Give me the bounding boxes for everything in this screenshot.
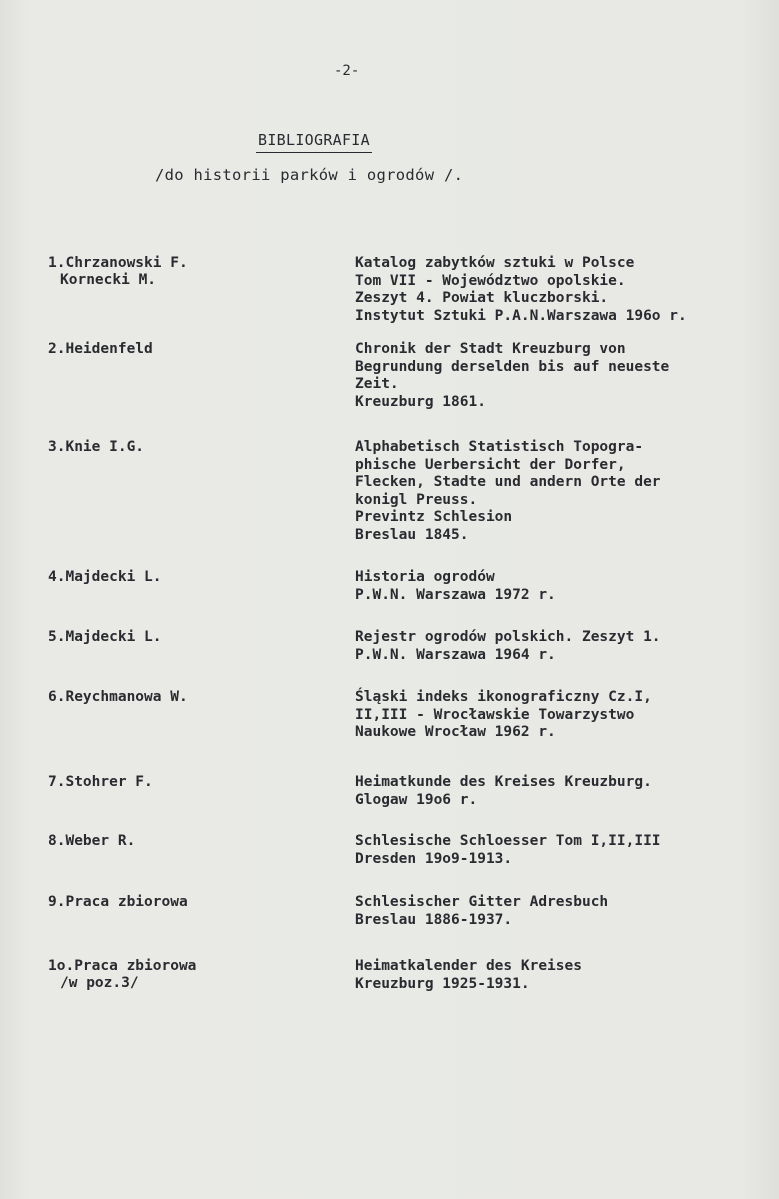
work-line: Tom VII - Województwo opolskie. <box>355 272 626 289</box>
work-line: Naukowe Wrocław 1962 r. <box>355 724 556 740</box>
work-line: phische Uerbersicht der Dorfer, <box>355 456 626 473</box>
work-line: Flecken, Stadte und andern Orte der <box>355 474 661 490</box>
work-line: Heimatkalender des Kreises <box>355 958 582 974</box>
entry-work <box>355 341 775 411</box>
work-line: Śląski indeks ikonograficzny Cz.I, <box>355 689 652 705</box>
work-line: II,III - Wrocławskie Towarzystwo <box>355 706 635 723</box>
work-line: Heimatkunde des Kreises Kreuzburg. <box>355 774 652 790</box>
work-line: Glogaw 19o6 r. <box>355 791 478 808</box>
author-line: 3.Knie I.G. <box>48 439 145 455</box>
entry-work <box>355 958 775 993</box>
entry-author <box>48 958 318 992</box>
bibliography-title: BIBLIOGRAFIA <box>256 131 372 153</box>
author-line: 1o.Praca zbiorowa <box>48 958 197 974</box>
entry-author <box>48 689 318 706</box>
entry-author <box>48 569 318 586</box>
work-line: Dresden 19o9-1913. <box>355 850 513 867</box>
author-line: 6.Reychmanowa W. <box>48 689 188 705</box>
entry-author <box>48 629 318 646</box>
author-line: 5.Majdecki L. <box>48 629 162 645</box>
work-line: Schlesischer Gitter Adresbuch <box>355 894 609 910</box>
entry-author <box>48 774 318 791</box>
entry-author <box>48 341 318 358</box>
entry-work <box>355 689 775 742</box>
author-line: 2.Heidenfeld <box>48 341 153 357</box>
work-line: Kreuzburg 1861. <box>355 393 486 410</box>
work-line: Schlesische Schloesser Tom I,II,III <box>355 833 661 849</box>
author-line: 4.Majdecki L. <box>48 569 162 585</box>
author-line: 9.Praca zbiorowa <box>48 894 188 910</box>
work-line: Chronik der Stadt Kreuzburg von <box>355 341 626 357</box>
work-line: Historia ogrodów <box>355 569 495 585</box>
author-line: Kornecki M. <box>60 272 157 288</box>
entry-work <box>355 629 775 664</box>
entry-author <box>48 833 318 850</box>
work-line: Breslau 1845. <box>355 526 469 543</box>
entry-author <box>48 894 318 911</box>
work-line: Rejestr ogrodów polskich. Zeszyt 1. <box>355 629 661 645</box>
work-line: P.W.N. Warszawa 1972 r. <box>355 586 556 603</box>
work-line: P.W.N. Warszawa 1964 r. <box>355 646 556 663</box>
work-line: Begrundung derselden bis auf neueste <box>355 358 670 375</box>
work-line: Zeit. <box>355 376 399 392</box>
entry-work <box>355 833 775 868</box>
entry-work <box>355 894 775 929</box>
entry-author <box>48 255 318 289</box>
work-line: Breslau 1886-1937. <box>355 911 513 928</box>
work-line: Zeszyt 4. Powiat kluczborski. <box>355 290 609 306</box>
author-line: /w poz.3/ <box>60 975 139 991</box>
author-line: 1.Chrzanowski F. <box>48 255 188 271</box>
work-line: konigl Preuss. <box>355 491 478 508</box>
bibliography-subtitle: /do historii parków i ogrodów /. <box>155 166 464 184</box>
work-line: Kreuzburg 1925-1931. <box>355 975 530 992</box>
entry-work <box>355 774 775 809</box>
entry-work <box>355 255 775 325</box>
entry-author <box>48 439 318 456</box>
page-number: -2- <box>334 63 360 79</box>
entry-work <box>355 569 775 604</box>
work-line: Instytut Sztuki P.A.N.Warszawa 196o r. <box>355 307 687 324</box>
entry-work <box>355 439 775 544</box>
work-line: Alphabetisch Statistisch Topogra- <box>355 439 644 455</box>
work-line: Katalog zabytków sztuki w Polsce <box>355 255 635 271</box>
work-line: Previntz Schlesion <box>355 509 513 525</box>
author-line: 8.Weber R. <box>48 833 136 849</box>
author-line: 7.Stohrer F. <box>48 774 153 790</box>
